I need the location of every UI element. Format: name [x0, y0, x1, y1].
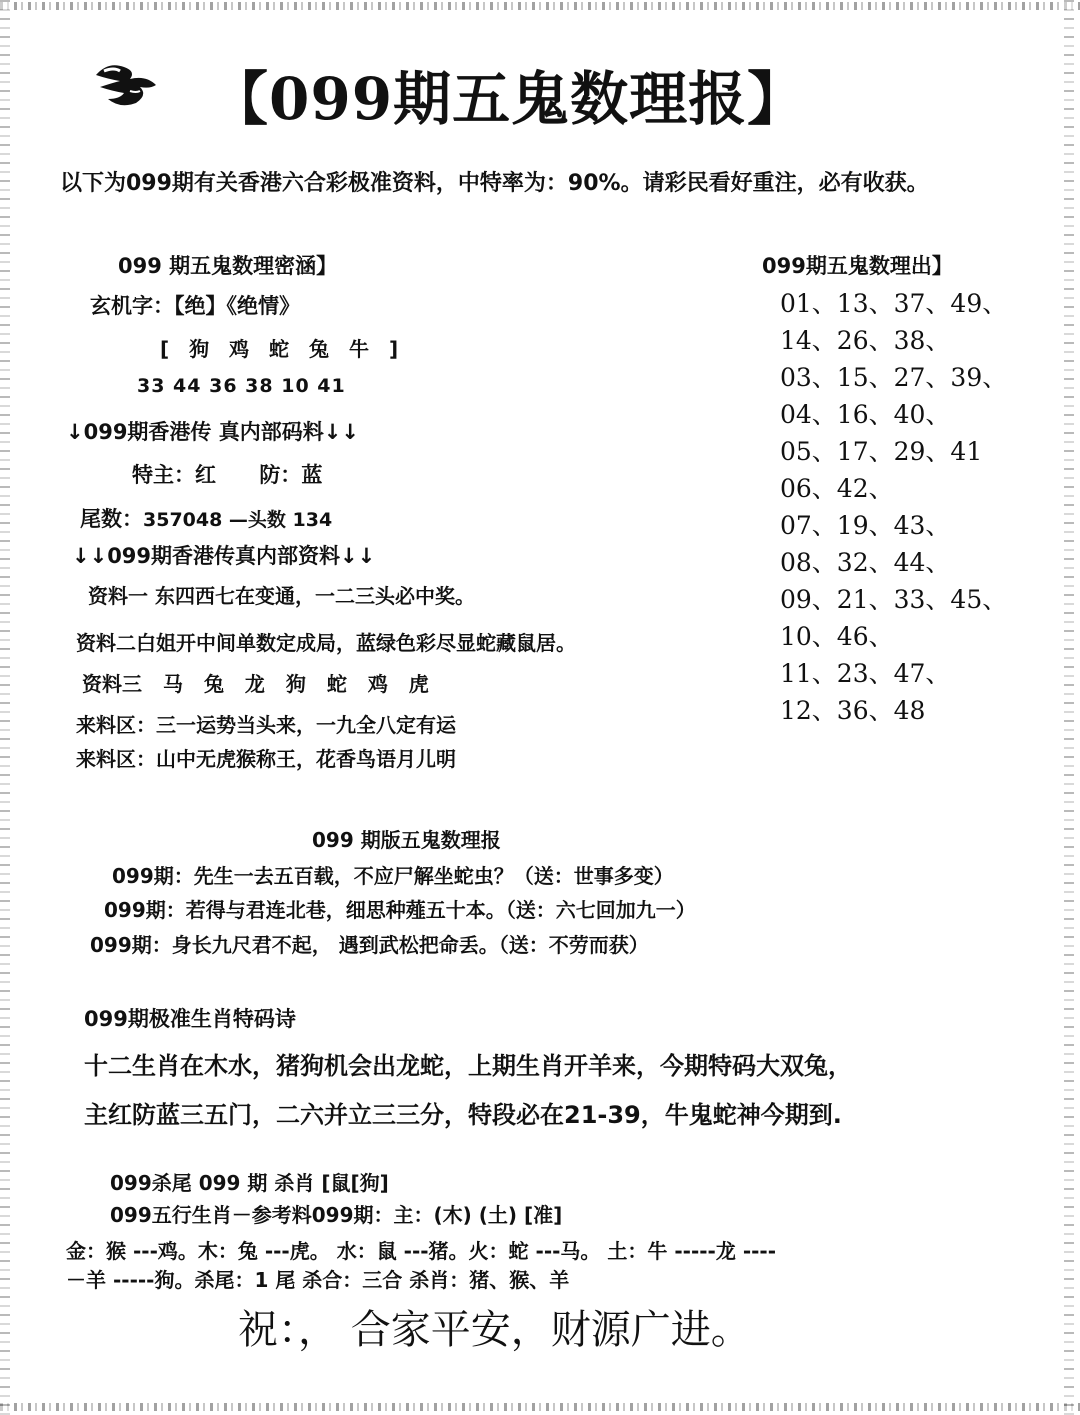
poem-line-2: 主红防蓝三五门，二六并立三三分，特段必在21-39，牛鬼蛇神今期到. — [84, 1101, 842, 1129]
intro-paragraph: 以下为099期有关香港六合彩极准资料，中特率为：90%。请彩民看好重注，必有收获。 — [60, 171, 929, 196]
poem-line-1: 十二生肖在木水，猪狗机会出龙蛇，上期生肖开羊来，今期特码大双兔， — [84, 1052, 852, 1080]
riddle-line: 099期：若得与君连北巷，细思种薤五十本。（送：六七回加九一） — [104, 898, 696, 922]
scan-border-right — [1064, 0, 1074, 1415]
info-three-item: 狗 — [285, 672, 306, 696]
scan-border-bottom — [0, 1403, 1080, 1411]
riddle-line: 099期：身长九尺君不起， 遇到武松把命丢。（送：不劳而获） — [90, 933, 649, 957]
numbers-title: 099期五鬼数理出】 — [762, 254, 953, 278]
info-one: 资料一 东四西七在变通，一二三头必中奖。 — [88, 584, 475, 608]
number-list — [780, 285, 1007, 729]
zodiac-item: 鸡 — [229, 337, 250, 361]
number-row: 04、16、40、 — [780, 400, 951, 429]
tail-label: 尾数： — [80, 507, 143, 531]
laoliao-line-2: 来料区：山中无虎猴称王，花香鸟语月儿明 — [76, 747, 456, 771]
number-row: 07、19、43、 — [780, 511, 951, 540]
info-three-item: 马 — [162, 672, 183, 696]
elements-line-1: 金：猴 ---鸡。木：兔 ---虎。 水：鼠 ---猪。火：蛇 ---马。 土：牛 -----龙 ---- — [66, 1239, 777, 1263]
fang-value: 蓝 — [301, 463, 323, 487]
laoliao-line-1: 来料区：三一运势当头来，一九全八定有运 — [76, 713, 456, 737]
zodiac-item: 兔 — [309, 337, 330, 361]
info-three-item: 蛇 — [326, 672, 347, 696]
hk-fax-title-2: ↓↓099期香港传真内部资料↓↓ — [72, 544, 376, 568]
xuanji-line: 玄机字：【绝】《绝情》 — [90, 294, 300, 318]
page-title: 【099期五鬼数理报】 — [210, 65, 807, 133]
info-three-label: 资料三 — [82, 672, 142, 696]
tail-row — [80, 503, 332, 533]
te-zhu-value: 红 — [195, 463, 216, 487]
elements-line-2: －羊 -----狗。杀尾：1 尾 杀合：三合 杀肖：猪、猴、羊 — [66, 1268, 570, 1292]
zodiac-item: 狗 — [189, 337, 210, 361]
poem-title: 099期极准生肖特码诗 — [84, 1007, 296, 1031]
publisher-logo-icon — [90, 55, 162, 111]
info-two: 资料二白姐开中间单数定成局，蓝绿色彩尽显蛇藏鼠居。 — [76, 631, 576, 655]
info-three-item: 虎 — [408, 672, 429, 696]
five-elements-line: 099五行生肖－参考料099期：主：(木) (土) [准] — [110, 1203, 563, 1227]
number-line: 33 44 36 38 10 41 — [137, 375, 346, 397]
tail-value: 357048 —头数 134 — [143, 509, 333, 531]
number-row: 01、13、37、49、 — [780, 289, 1008, 318]
info-three-item: 鸡 — [367, 672, 388, 696]
number-row: 14、26、38、 — [780, 326, 951, 355]
number-row: 06、42、 — [780, 474, 894, 503]
zodiac-bracket-open: [ — [160, 337, 170, 361]
section-secret-title: 099 期五鬼数理密涵】 — [118, 254, 338, 278]
number-row: 11、23、47、 — [780, 659, 951, 688]
info-three-item: 龙 — [244, 672, 265, 696]
kill-tail-line: 099杀尾 099 期 杀肖 [鼠[狗] — [110, 1171, 389, 1195]
scan-border-top — [0, 2, 1080, 10]
info-three — [82, 668, 429, 697]
number-row: 03、15、27、39、 — [780, 363, 1008, 392]
fang-label: 防： — [259, 463, 302, 487]
riddle-section-title: 099 期版五鬼数理报 — [312, 828, 501, 852]
scan-border-left — [0, 0, 10, 1415]
blessing-line: 祝：， 合家平安，财源广进。 — [238, 1307, 751, 1353]
zodiac-item: 蛇 — [269, 337, 290, 361]
info-three-item: 兔 — [203, 672, 224, 696]
riddle-line: 099期：先生一去五百载，不应尸解坐蛇虫？（送：世事多变） — [112, 864, 674, 888]
number-row: 12、36、48 — [780, 696, 926, 725]
number-row: 08、32、44、 — [780, 548, 951, 577]
hk-fax-title-1: ↓099期香港传 真内部码料↓↓ — [66, 420, 359, 444]
zodiac-list — [160, 333, 411, 362]
te-zhu-row — [132, 459, 322, 489]
zodiac-bracket-close: ] — [388, 337, 399, 361]
te-zhu-label: 特主： — [132, 463, 195, 487]
zodiac-item: 牛 — [348, 337, 369, 361]
number-row: 09、21、33、45、 — [780, 585, 1008, 614]
number-row: 10、46、 — [780, 622, 894, 651]
number-row: 05、17、29、41 — [780, 437, 983, 466]
